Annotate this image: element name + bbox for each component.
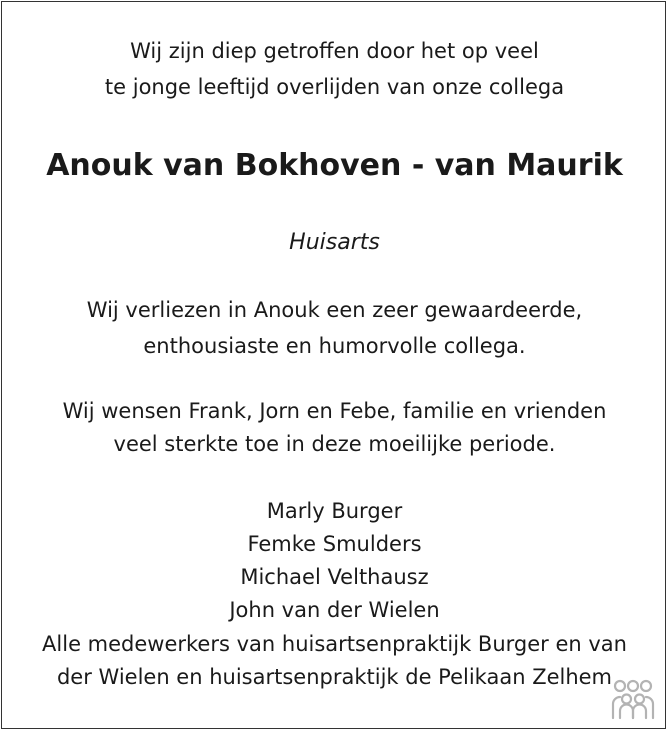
people-group-icon-svg bbox=[610, 678, 656, 720]
paragraph1-line-2: enthousiaste en humorvolle collega. bbox=[143, 334, 526, 358]
signatory-4: John van der Wielen bbox=[229, 598, 440, 622]
signatory-2: Femke Smulders bbox=[247, 532, 422, 556]
paragraph1-line-1: Wij verliezen in Anouk een zeer gewaardeerde, bbox=[86, 298, 583, 322]
paragraph2-line-2: veel sterkte toe in deze moeilijke periode. bbox=[113, 432, 556, 456]
signatory-6: der Wielen en huisartsenpraktijk de Pelikaan Zelhem bbox=[56, 665, 613, 689]
deceased-role: Huisarts bbox=[289, 230, 380, 255]
signatory-1: Marly Burger bbox=[266, 499, 403, 523]
intro-line-2: te jonge leeftijd overlijden van onze collega bbox=[104, 75, 565, 99]
deceased-name: Anouk van Bokhoven - van Maurik bbox=[46, 148, 623, 183]
intro-line-1: Wij zijn diep getroffen door het op veel bbox=[130, 39, 539, 63]
signatory-3: Michael Velthausz bbox=[240, 565, 429, 589]
signatory-5: Alle medewerkers van huisartsenpraktijk Burger en van bbox=[42, 632, 627, 656]
people-group-icon bbox=[610, 678, 656, 720]
paragraph2-line-1: Wij wensen Frank, Jorn en Febe, familie en vrienden bbox=[62, 399, 607, 423]
